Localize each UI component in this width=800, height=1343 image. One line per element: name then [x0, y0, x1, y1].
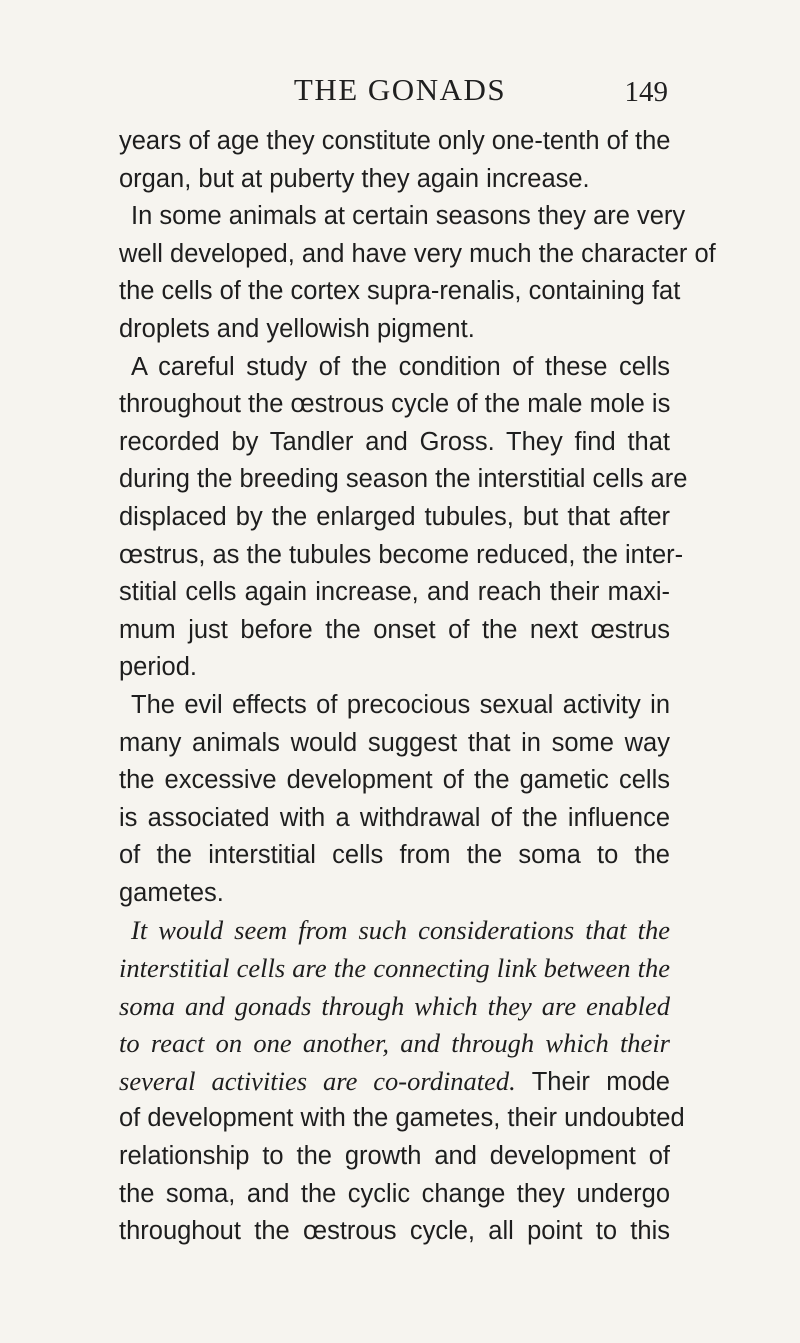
text-line: mum just before the onset of the next œstrus: [119, 615, 670, 644]
page-number: 149: [624, 76, 668, 108]
text-line: the excessive development of the gametic cells: [119, 766, 670, 795]
mixed-text-line: [119, 1063, 670, 1101]
italic-text-line: interstitial cells are the connecting link between the: [119, 953, 670, 984]
text-line: stitial cells again increase, and reach their maxi-: [119, 578, 670, 607]
text-line: the cells of the cortex supra-renalis, containing fat: [119, 277, 681, 306]
text-line: years of age they constitute only one-tenth of the: [119, 127, 671, 155]
text-line: droplets and yellowish pigment.: [119, 314, 475, 343]
text-line: œstrus, as the tubules become reduced, the inter-: [119, 540, 684, 569]
text-line: during the breeding season the interstitial cells are: [119, 465, 688, 494]
text-line: many animals would suggest that in some way: [119, 728, 670, 757]
text-line: throughout the œstrous cycle of the male mole is: [119, 390, 671, 419]
text-line: displaced by the enlarged tubules, but that after: [119, 502, 670, 531]
italic-text-line: soma and gonads through which they are enabled: [119, 990, 670, 1021]
page-header-title: THE GONADS: [293, 72, 507, 107]
text-line: A careful study of the condition of these cells: [131, 352, 670, 381]
running-head: [0, 72, 800, 112]
text-line: gametes.: [119, 878, 224, 907]
text-line: is associated with a withdrawal of the influence: [119, 803, 670, 832]
italic-fragment: several activities are co-ordinated.: [119, 1065, 516, 1096]
text-line: relationship to the growth and development of: [119, 1142, 670, 1171]
text-line: The evil effects of precocious sexual activity in: [131, 690, 670, 719]
roman-fragment: Their mode: [531, 1067, 670, 1096]
text-line: throughout the œstrous cycle, all point to this: [119, 1217, 670, 1246]
text-line: of development with the gametes, their undoubted: [119, 1104, 685, 1133]
text-line: In some animals at certain seasons they are very: [131, 202, 686, 231]
text-line: organ, but at puberty they again increase.: [119, 164, 590, 193]
text-line: the soma, and the cyclic change they undergo: [119, 1179, 670, 1208]
italic-text-line: to react on one another, and through which their: [119, 1028, 670, 1059]
text-line: period.: [119, 653, 197, 682]
text-line: well developed, and have very much the character of: [119, 239, 716, 268]
text-line: of the interstitial cells from the soma to the: [119, 841, 670, 870]
text-line: recorded by Tandler and Gross. They find that: [119, 427, 670, 456]
italic-text-line: It would seem from such considerations that the: [131, 915, 670, 946]
body-text: [119, 123, 716, 1251]
